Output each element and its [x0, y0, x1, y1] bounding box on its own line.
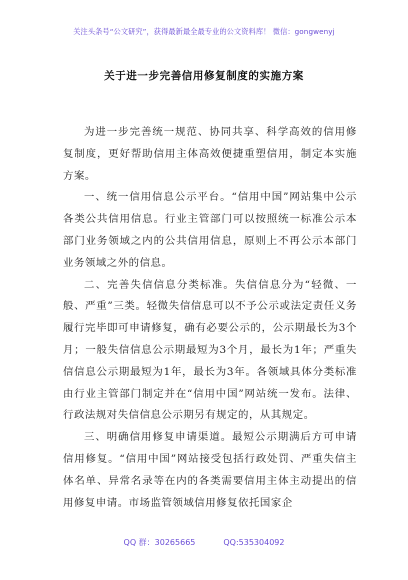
- document-body: [63, 122, 357, 514]
- paragraph-intro: 为进一步完善统一规范、协同共享、科学高效的信用修复制度，更好帮助信用主体高效便捷重塑信用，制定本实施方案。: [63, 126, 357, 182]
- footer-qq-group: QQ 群：30265665: [123, 538, 196, 547]
- document-title: 关于进一步完善信用修复制度的实施方案: [104, 70, 304, 82]
- paragraph-section-1: 一、统一信用信息公示平台。“信用中国”网站集中公示各类公共信用信息。行业主管部门可以按照统一标准公示本部门业务领域之内的公共信用信息，原则上不再公示本部门业务领域之外的信息。: [63, 191, 357, 269]
- header-banner: 关注头条号“公文研究”，获得最新最全最专业的公文资料库！ 微信：gongwenyj: [73, 27, 335, 36]
- paragraph-section-2: 二、完善失信信息分类标准。失信信息分为“轻微、一般、严重”三类。轻微失信信息可以不予公示或法定责任义务履行完毕即可申请修复，确有必要公示的，公示期最长为3个月；一般失信信息公示期最短为3个月，最长为1年；严重失信信息公示期最短为1年，最长为3年。各领域具体分类标准由行业主管部门制定并在“信用中国”网站统一发布。法律、行政法规对失信信息公示期另有规定的，从其规定。: [63, 278, 357, 422]
- paragraph-section-3: 三、明确信用修复申请渠道。最短公示期满后方可申请信用修复。“信用中国”网站接受包括行政处罚、严重失信主体名单、异常名录等在内的各类需要信用主体主动提出的信用修复申请。市场监管领域信用修复依托国家企: [63, 431, 357, 509]
- footer-contact: [0, 537, 408, 548]
- footer-qq: QQ:535304092: [223, 538, 285, 547]
